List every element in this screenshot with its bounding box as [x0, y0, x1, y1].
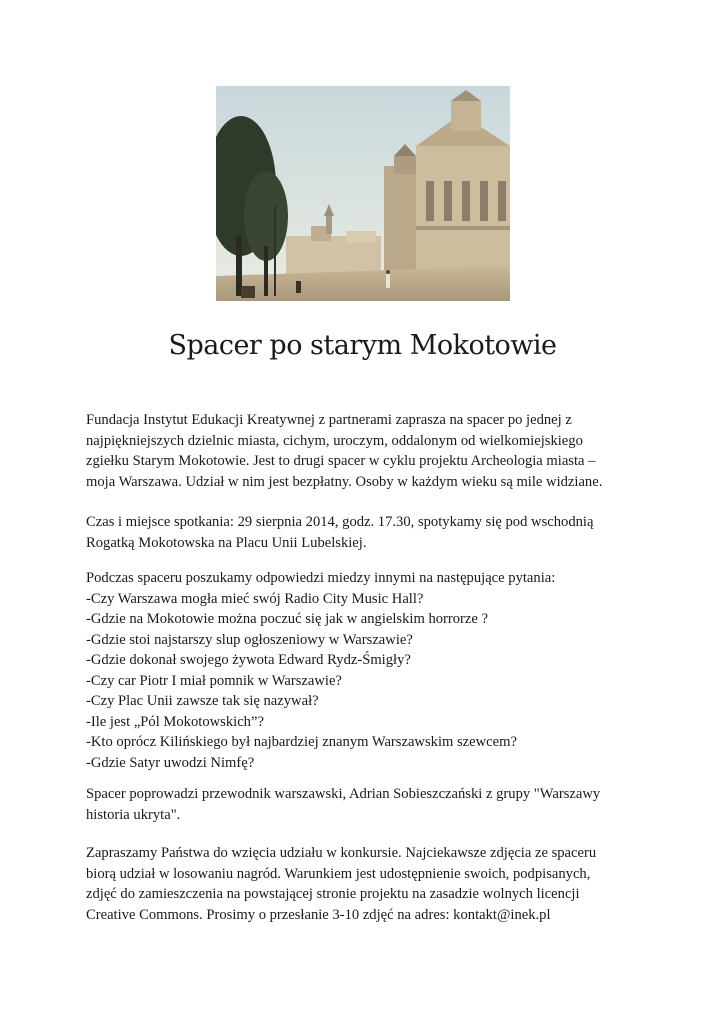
text-line: Creative Commons. Prosimy o przesłanie 3-10 zdjęć na adres: kontakt@inek.pl	[86, 906, 551, 923]
page-title: Spacer po starym Mokotowie	[168, 330, 557, 361]
text-line: Fundacja Instytut Edukacji Kreatywnej z partnerami zaprasza na spacer po jednej z	[86, 412, 572, 428]
question-item: -Gdzie na Mokotowie można poczuć się jak w angielskim horrorze ?	[86, 611, 488, 627]
question-item: -Czy Plac Unii zawsze tak się nazywał?	[86, 693, 319, 709]
questions-paragraph	[86, 568, 646, 773]
question-item: -Gdzie stoi najstarszy slup ogłoszeniowy w Warszawie?	[86, 631, 413, 648]
meeting-paragraph	[86, 512, 646, 553]
guide-paragraph	[86, 784, 646, 825]
questions-intro: Podczas spaceru poszukamy odpowiedzi miedzy innymi na następujące pytania:	[86, 570, 556, 586]
text-line: biorą udział w losowaniu nagród. Warunkiem jest udostępnienie swoich, podpisanych,	[86, 865, 591, 882]
historic-street-photo	[216, 86, 510, 301]
text-line: Spacer poprowadzi przewodnik warszawski, Adrian Sobieszczański z grupy "Warszawy	[86, 786, 601, 802]
text-line: Zapraszamy Państwa do wzięcia udziału w konkursie. Najciekawsze zdjęcia ze spaceru	[86, 845, 597, 861]
text-line: moja Warszawa. Udział w nim jest bezpłatny. Osoby w każdym wieku są mile widziane.	[86, 473, 603, 490]
text-line: zgiełku Starym Mokotowie. Jest to drugi spacer w cyklu projektu Archeologia miasta –	[86, 453, 596, 469]
text-line: historia ukryta".	[86, 806, 181, 823]
contest-paragraph	[86, 843, 646, 925]
text-line: najpiękniejszych dzielnic miasta, cichym, uroczym, oddalonym od wielkomiejskiego	[86, 432, 583, 449]
text-line: zdjęć do zamieszczenia na powstającej stronie projektu na zasadzie wolnych licencji	[86, 886, 580, 902]
question-item: -Czy Warszawa mogła mieć swój Radio City Music Hall?	[86, 590, 424, 607]
question-item: -Gdzie Satyr uwodzi Nimfę?	[86, 754, 255, 771]
text-line: Rogatką Mokotowska na Placu Unii Lubelskiej.	[86, 534, 367, 551]
intro-paragraph	[86, 410, 646, 492]
question-item: -Kto oprócz Kilińskiego był najbardziej znanym Warszawskim szewcem?	[86, 734, 517, 750]
question-item: -Czy car Piotr I miał pomnik w Warszawie?	[86, 672, 342, 689]
question-item: -Gdzie dokonał swojego żywota Edward Rydz-Śmigły?	[86, 652, 411, 668]
question-item: -Ile jest „Pól Mokotowskich”?	[86, 713, 264, 730]
text-line: Czas i miejsce spotkania: 29 sierpnia 2014, godz. 17.30, spotykamy się pod wschodnią	[86, 514, 594, 530]
